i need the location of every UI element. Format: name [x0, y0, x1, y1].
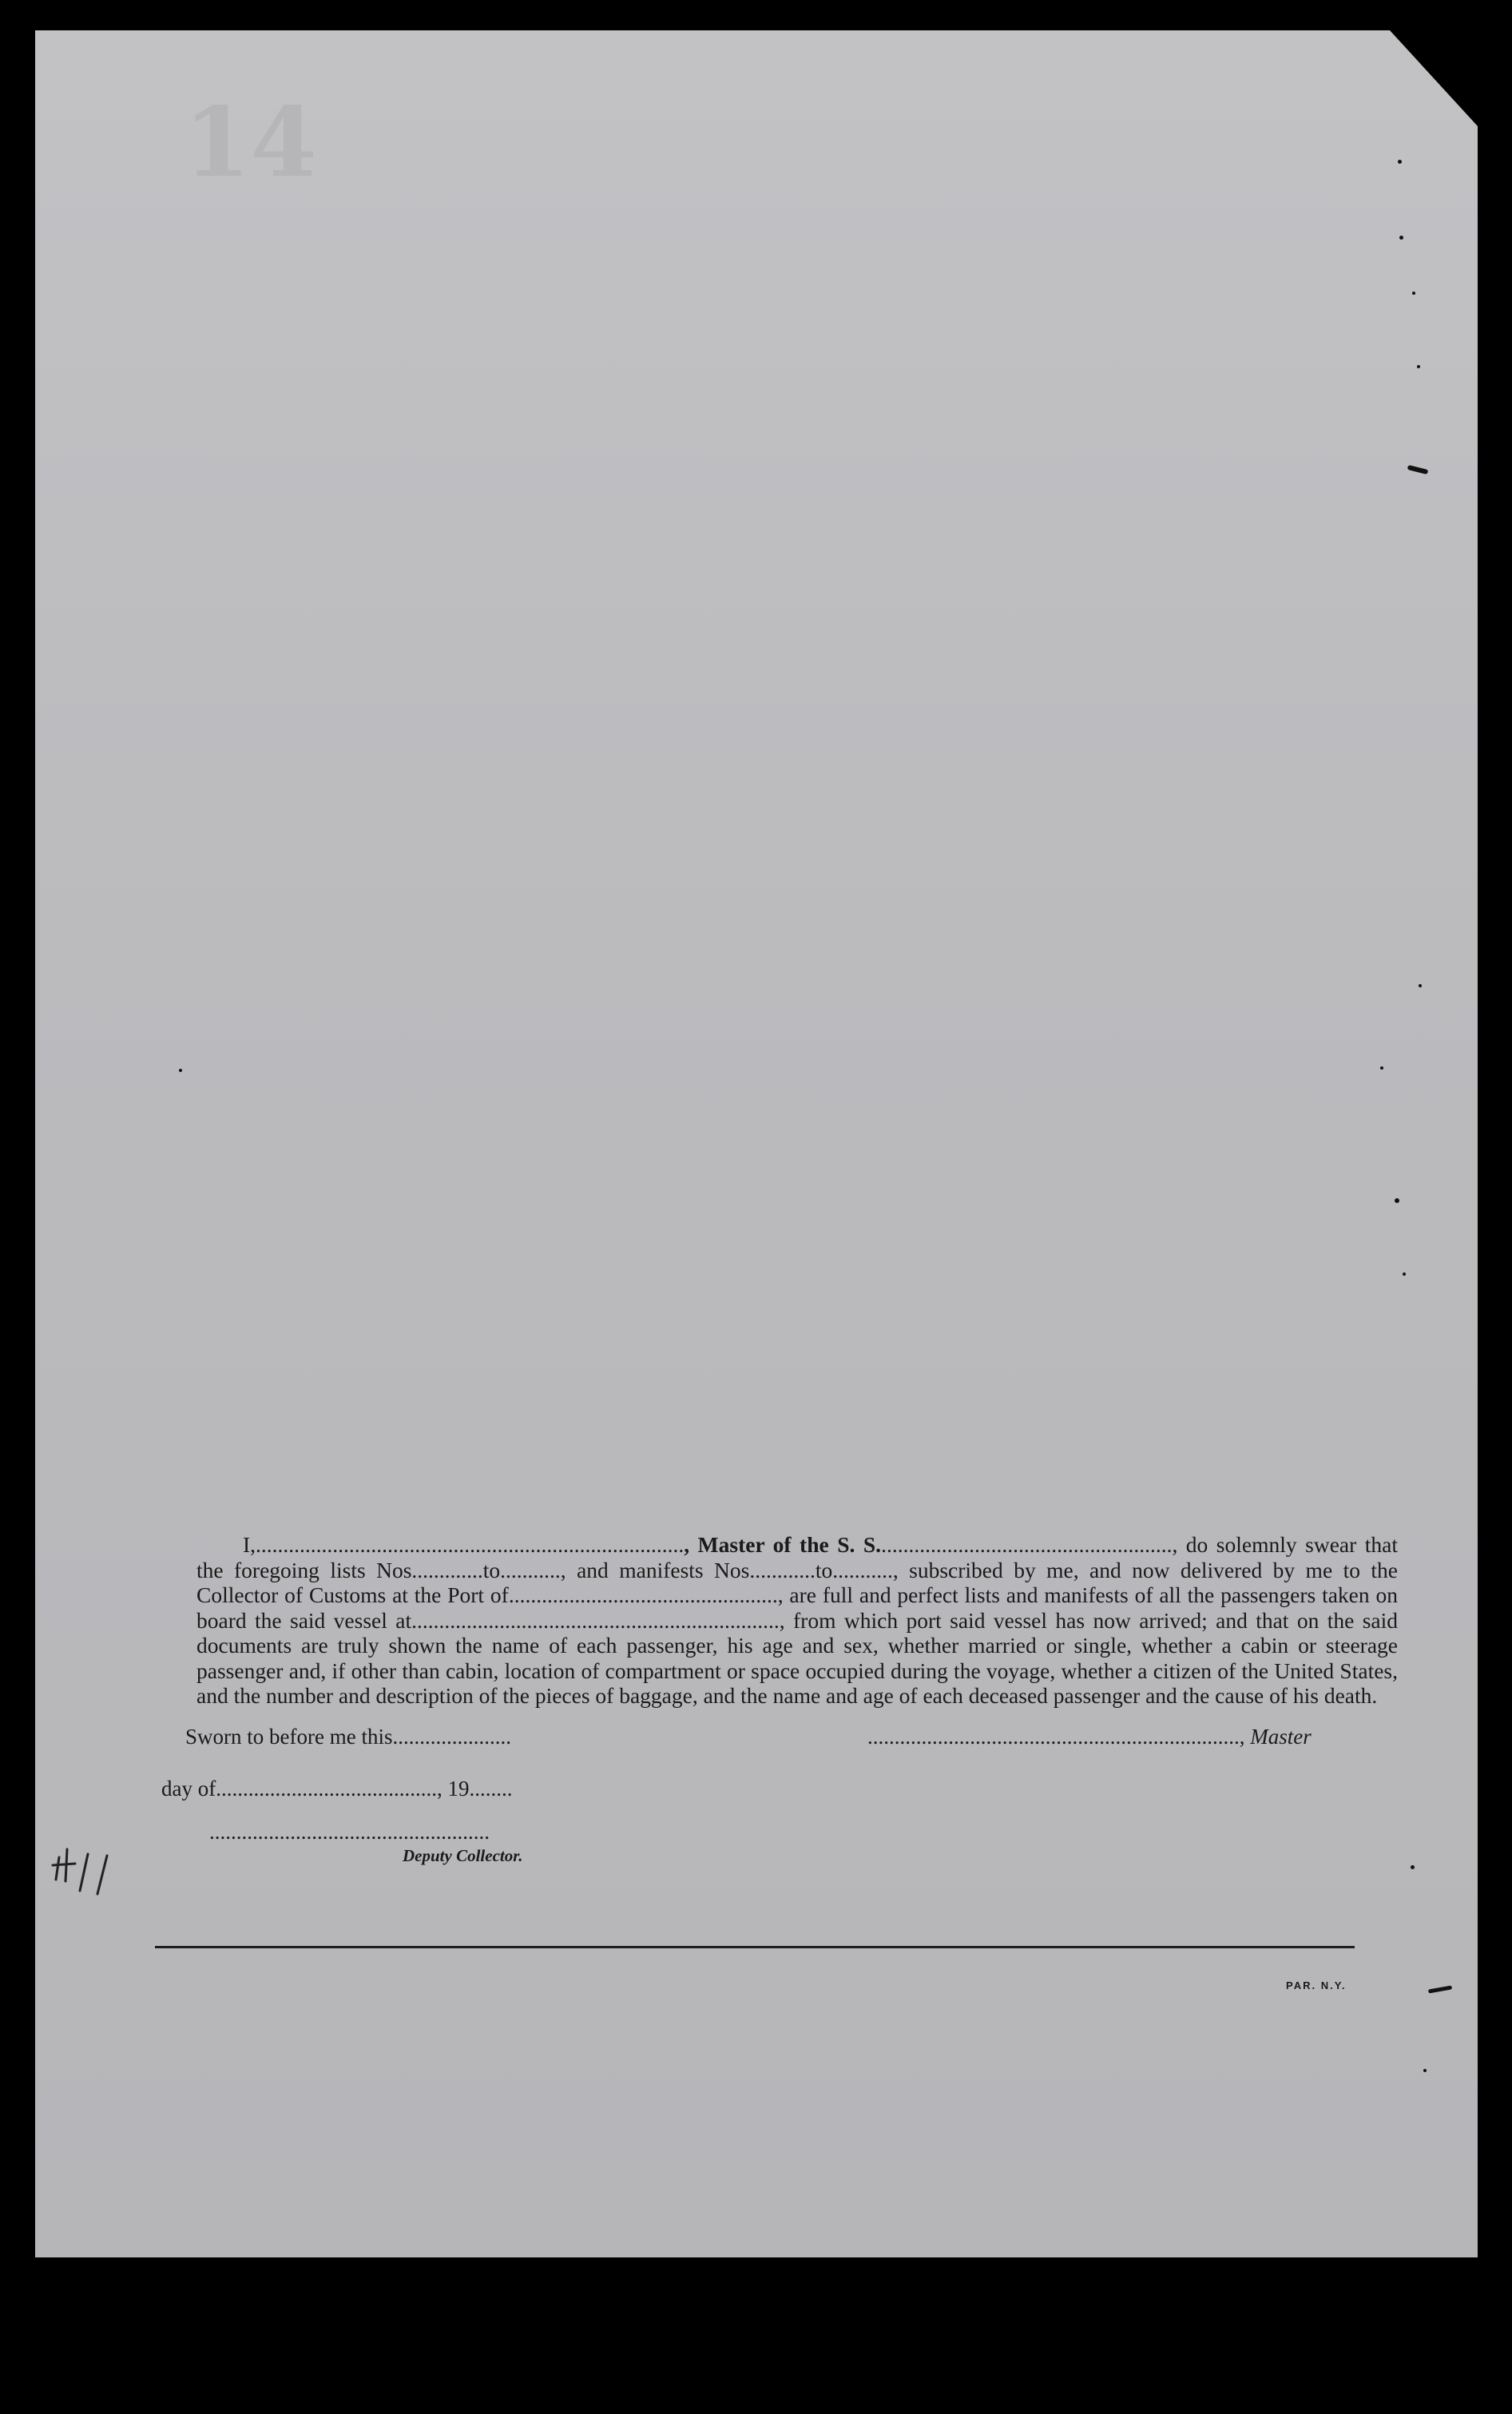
lists-from-blank: ............. [411, 1557, 483, 1582]
scan-speck [1412, 292, 1415, 295]
port-blank: ................................................. [508, 1582, 778, 1607]
horizontal-rule [155, 1946, 1355, 1948]
show-through-numeral: 14 [184, 86, 317, 199]
year-prefix: , 19 [436, 1777, 470, 1801]
oath-text-3: , do solemnly swear that the foregoing lists Nos [196, 1532, 1399, 1582]
scan-speck [1398, 160, 1402, 164]
master-label: Master [1250, 1725, 1312, 1749]
scan-speck [1411, 1865, 1415, 1869]
scan-speck [1417, 365, 1420, 368]
oath-text-8: , are full and perfect lists and manifests of all the passengers taken on board the said vessel at [196, 1582, 1398, 1633]
oath-text-5: , and manifests Nos [560, 1557, 750, 1582]
document-page [35, 30, 1478, 2257]
day-label: day of [161, 1777, 216, 1801]
scan-speck [1399, 236, 1403, 240]
oath-text-2: , Master of the S. S. [684, 1532, 882, 1557]
departure-port-blank: ................................................................... [411, 1607, 780, 1633]
sworn-label: Sworn to before me this [185, 1725, 393, 1749]
sworn-date-blank: ...................... [392, 1725, 511, 1749]
master-name-blank: .............................................................................. [256, 1532, 685, 1557]
master-signature-line [867, 1725, 1312, 1749]
oath-text-4: to [482, 1557, 501, 1582]
deputy-signature-blank: .................................................... [209, 1820, 490, 1844]
oath-text-7: , subscribed by me, and now delivered by me to the Collector of Customs at the Port of [196, 1557, 1398, 1607]
printer-mark: PAR. N.Y. [1286, 1979, 1347, 1991]
oath-text-9: , from which port said vessel has now arrived; and that on the said documents are truly shown the name of each passenger, his age and sex, whether married or single, whether a cabin or steerage passenger and, if other than cabin, location of compartment or space occupied during the voyage, whether a citizen of the United States, and the number and description of the pieces of baggage, and the name and age of each deceased passenger and the cause of his death. [196, 1607, 1399, 1708]
master-oath-paragraph [196, 1532, 1398, 1709]
year-blank: ........ [469, 1777, 513, 1801]
manifests-from-blank: ............ [749, 1557, 816, 1582]
manifests-to-blank: ........... [832, 1557, 893, 1582]
oath-text-6: to [815, 1557, 833, 1582]
scan-speck [1419, 984, 1422, 987]
master-comma: , [1239, 1725, 1251, 1749]
deputy-collector-label: Deputy Collector. [403, 1846, 523, 1865]
oath-text-1: I, [243, 1532, 256, 1557]
sworn-line [185, 1725, 511, 1749]
scan-speck [1380, 1066, 1383, 1070]
scan-speck [1423, 2069, 1427, 2072]
ship-name-blank: ..................................................... [881, 1532, 1173, 1557]
handwritten-note [51, 1841, 139, 1897]
lists-to-blank: ........... [500, 1557, 561, 1582]
scan-speck [1395, 1198, 1399, 1203]
month-blank: ......................................... [216, 1777, 437, 1801]
scan-speck [179, 1069, 182, 1072]
scan-speck [1403, 1273, 1406, 1276]
day-line [161, 1777, 512, 1801]
master-signature-blank: ..................................................................... [867, 1725, 1240, 1749]
torn-corner [1390, 30, 1478, 126]
